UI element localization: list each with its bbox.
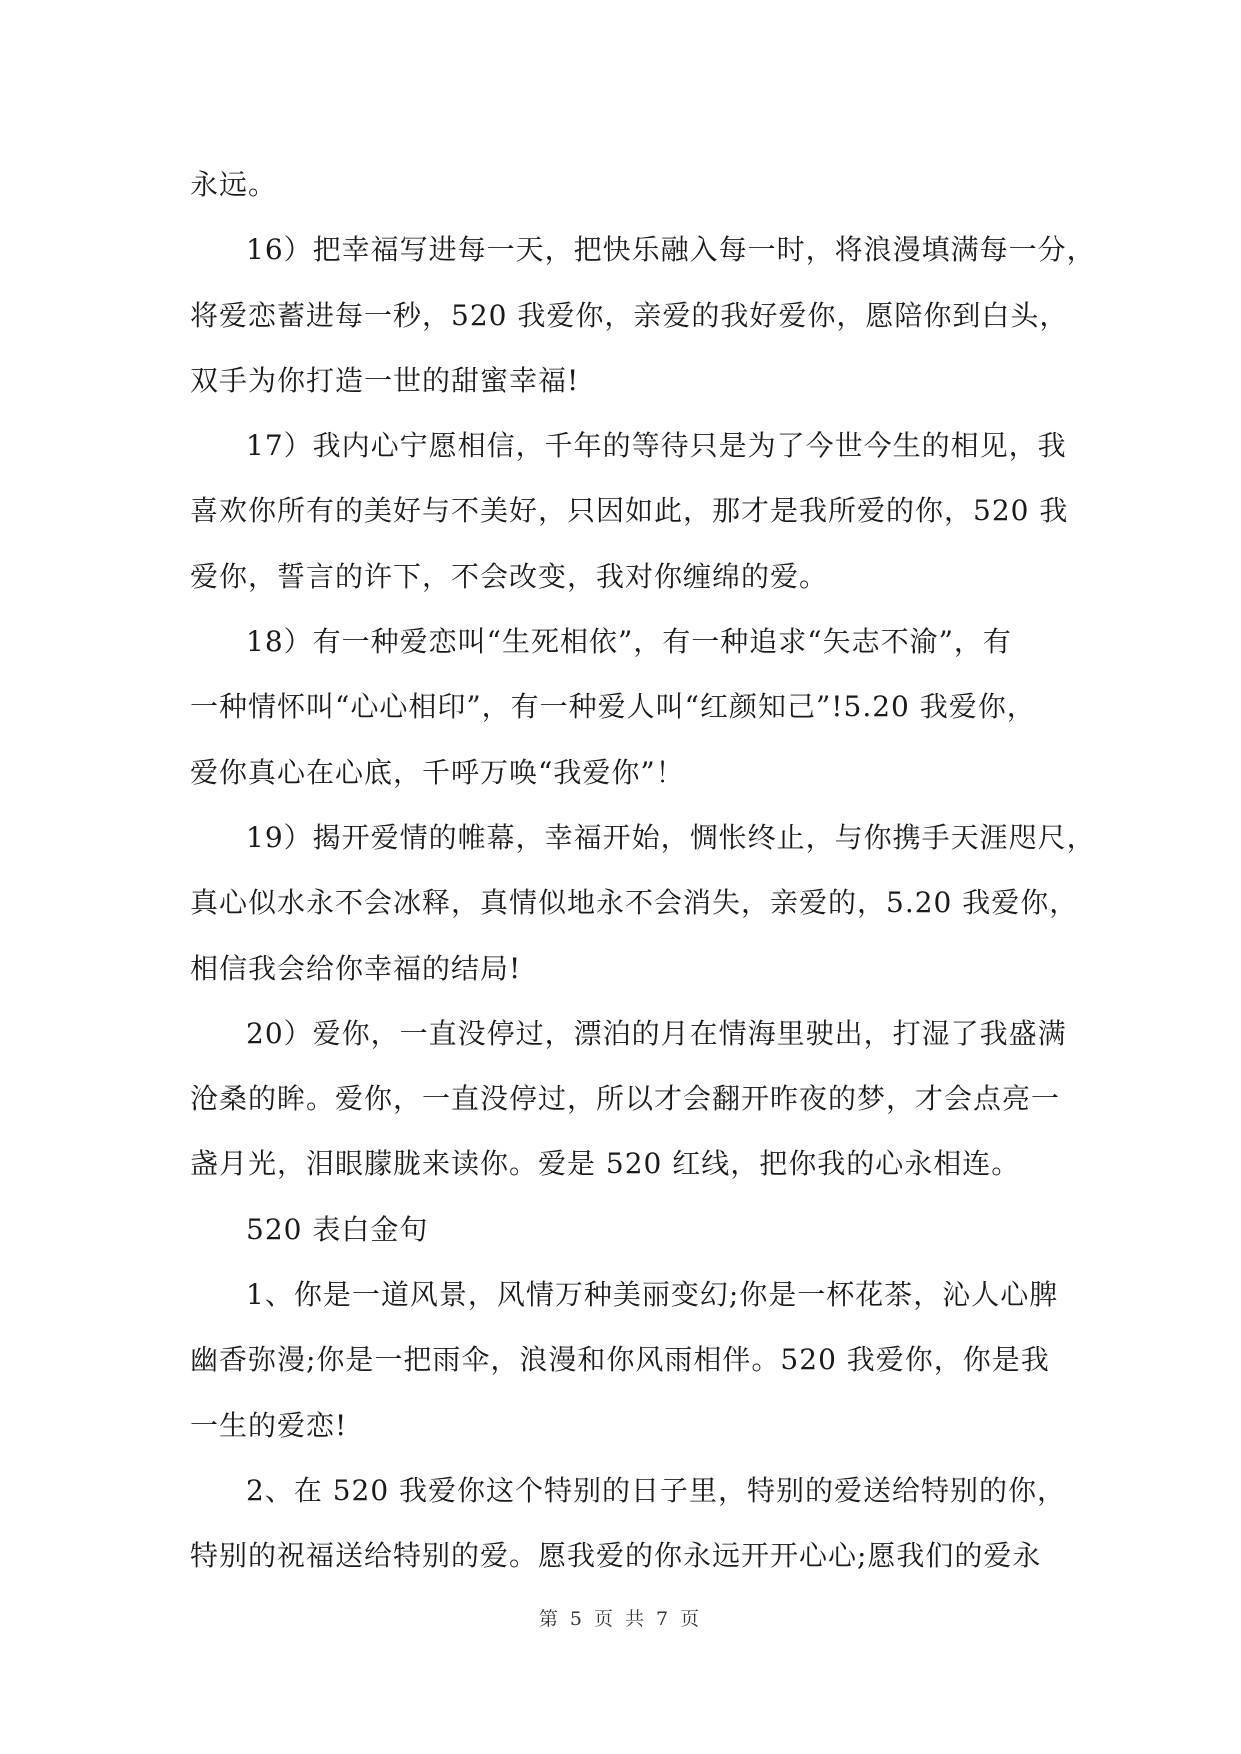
paragraph-17-line-1: 17）我内心宁愿相信，千年的等待只是为了今世今生的相见，我 xyxy=(246,429,1067,463)
text-line: 幽香弥漫;你是一把雨伞，浪漫和你风雨相伴。520 我爱你，你是我 xyxy=(190,1343,1050,1377)
paragraph-18-line-1: 18）有一种爱恋叫“生死相依”，有一种追求“矢志不渝”，有 xyxy=(246,625,1012,659)
text-line: 相信我会给你幸福的结局! xyxy=(190,951,522,985)
text-line: 喜欢你所有的美好与不美好，只因如此，那才是我所爱的你，520 我 xyxy=(190,494,1069,528)
paragraph-20-line-1: 20）爱你，一直没停过，漂泊的月在情海里驶出，打湿了我盛满 xyxy=(246,1016,1067,1050)
text-line: 双手为你打造一世的甜蜜幸福! xyxy=(190,363,580,397)
item-2-line-1: 2、在 520 我爱你这个特别的日子里，特别的爱送给特别的你， xyxy=(246,1473,1067,1507)
text-line: 一种情怀叫“心心相印”，有一种爱人叫“红颜知己”!5.20 我爱你， xyxy=(190,690,1036,724)
text-line: 真心似水永不会冰释，真情似地永不会消失，亲爱的，5.20 我爱你， xyxy=(190,886,1079,920)
text-line: 将爱恋蓄进每一秒，520 我爱你，亲爱的我好爱你，愿陪你到白头， xyxy=(190,298,1069,332)
text-line: 爱你，誓言的许下，不会改变，我对你缠绵的爱。 xyxy=(190,559,829,593)
text-line: 爱你真心在心底，千呼万唤“我爱你”！ xyxy=(190,755,685,789)
page-body xyxy=(190,152,1096,1589)
text-line: 盏月光，泪眼朦胧来读你。爱是 520 红线，把你我的心永相连。 xyxy=(190,1147,1021,1181)
text-line: 特别的祝福送给特别的爱。愿我爱的你永远开开心心;愿我们的爱永 xyxy=(190,1539,1042,1573)
text-line: 沧桑的眸。爱你，一直没停过，所以才会翻开昨夜的梦，才会点亮一 xyxy=(190,1082,1061,1116)
section-heading: 520 表白金句 xyxy=(246,1212,429,1246)
text-line: 一生的爱恋! xyxy=(190,1408,348,1442)
item-1-line-1: 1、你是一道风景，风情万种美丽变幻;你是一杯花茶，沁人心脾 xyxy=(246,1278,1059,1312)
paragraph-19-line-1: 19）揭开爱情的帷幕，幸福开始，惆怅终止，与你携手天涯咫尺， xyxy=(246,820,1096,854)
paragraph-16-line-1: 16）把幸福写进每一天，把快乐融入每一时，将浪漫填满每一分， xyxy=(246,233,1096,267)
text-line: 永远。 xyxy=(190,168,278,201)
page-number-footer: 第 5 页 共 7 页 xyxy=(538,1608,703,1630)
